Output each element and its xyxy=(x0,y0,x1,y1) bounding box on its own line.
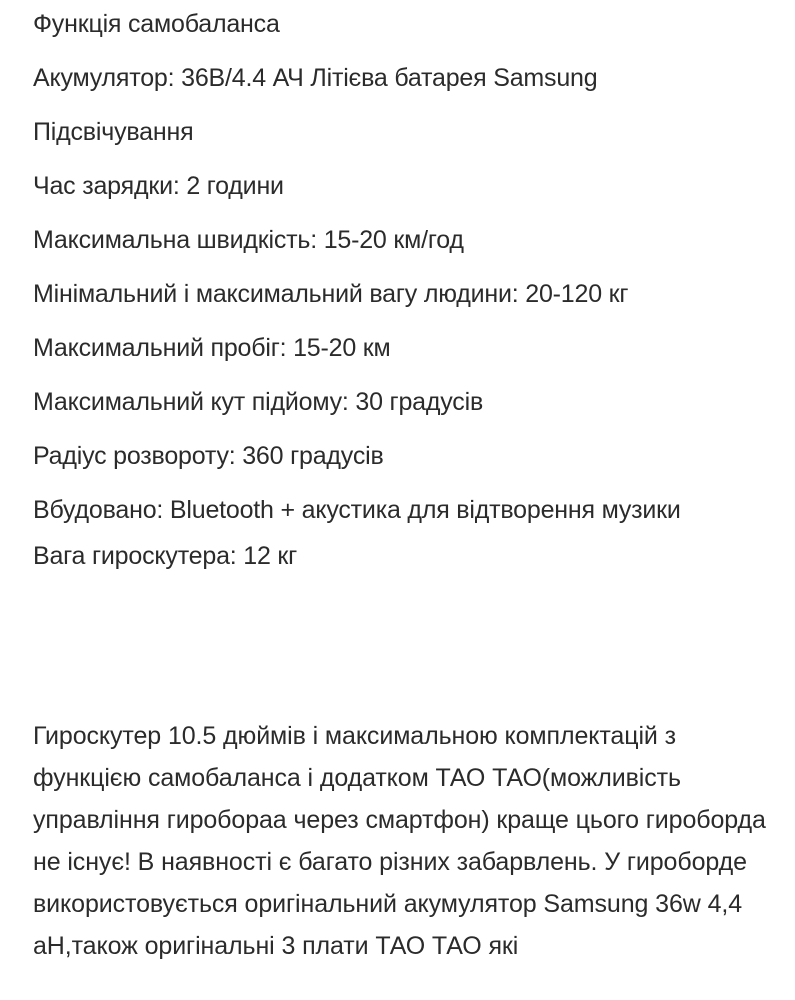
spec-item-weight: Вага гироскутера: 12 кг xyxy=(33,542,298,570)
product-description-paragraph: Гироскутер 10.5 дюймів і максимальною комплектацій з функцією самобаланса і додатком ТАО ТАО(можливість управління гиробораа через смартфон) краще цього гироборда не існує! В наявності є багато різних забарвлень. У гироборде використовується оригінальний акумулятор Samsung 36w 4,4 аН,також оригінальні 3 плати ТАО ТАО які xyxy=(33,722,766,960)
spec-item-battery: Акумулятор: 36В/4.4 АЧ Літієва батарея Samsung xyxy=(33,64,598,92)
spec-item-built-in: Вбудовано: Bluetooth + акустика для відтворення музики xyxy=(33,496,681,524)
spec-item-charging-time: Час зарядки: 2 години xyxy=(33,172,284,200)
product-description-page xyxy=(33,0,773,960)
spec-item-max-range: Максимальний пробіг: 15-20 км xyxy=(33,334,391,362)
spec-item-lighting: Підсвічування xyxy=(33,118,194,146)
spec-item-max-speed: Максимальна швидкість: 15-20 км/год xyxy=(33,226,464,254)
spec-list xyxy=(33,8,773,572)
spec-item-turn-radius: Радіус розвороту: 360 градусів xyxy=(33,442,384,470)
spec-item-self-balance: Функція самобаланса xyxy=(33,10,280,38)
spec-item-climb-angle: Максимальний кут підйому: 30 градусів xyxy=(33,388,484,416)
spec-item-rider-weight: Мінімальний і максимальний вагу людини: 20-120 кг xyxy=(33,280,629,308)
